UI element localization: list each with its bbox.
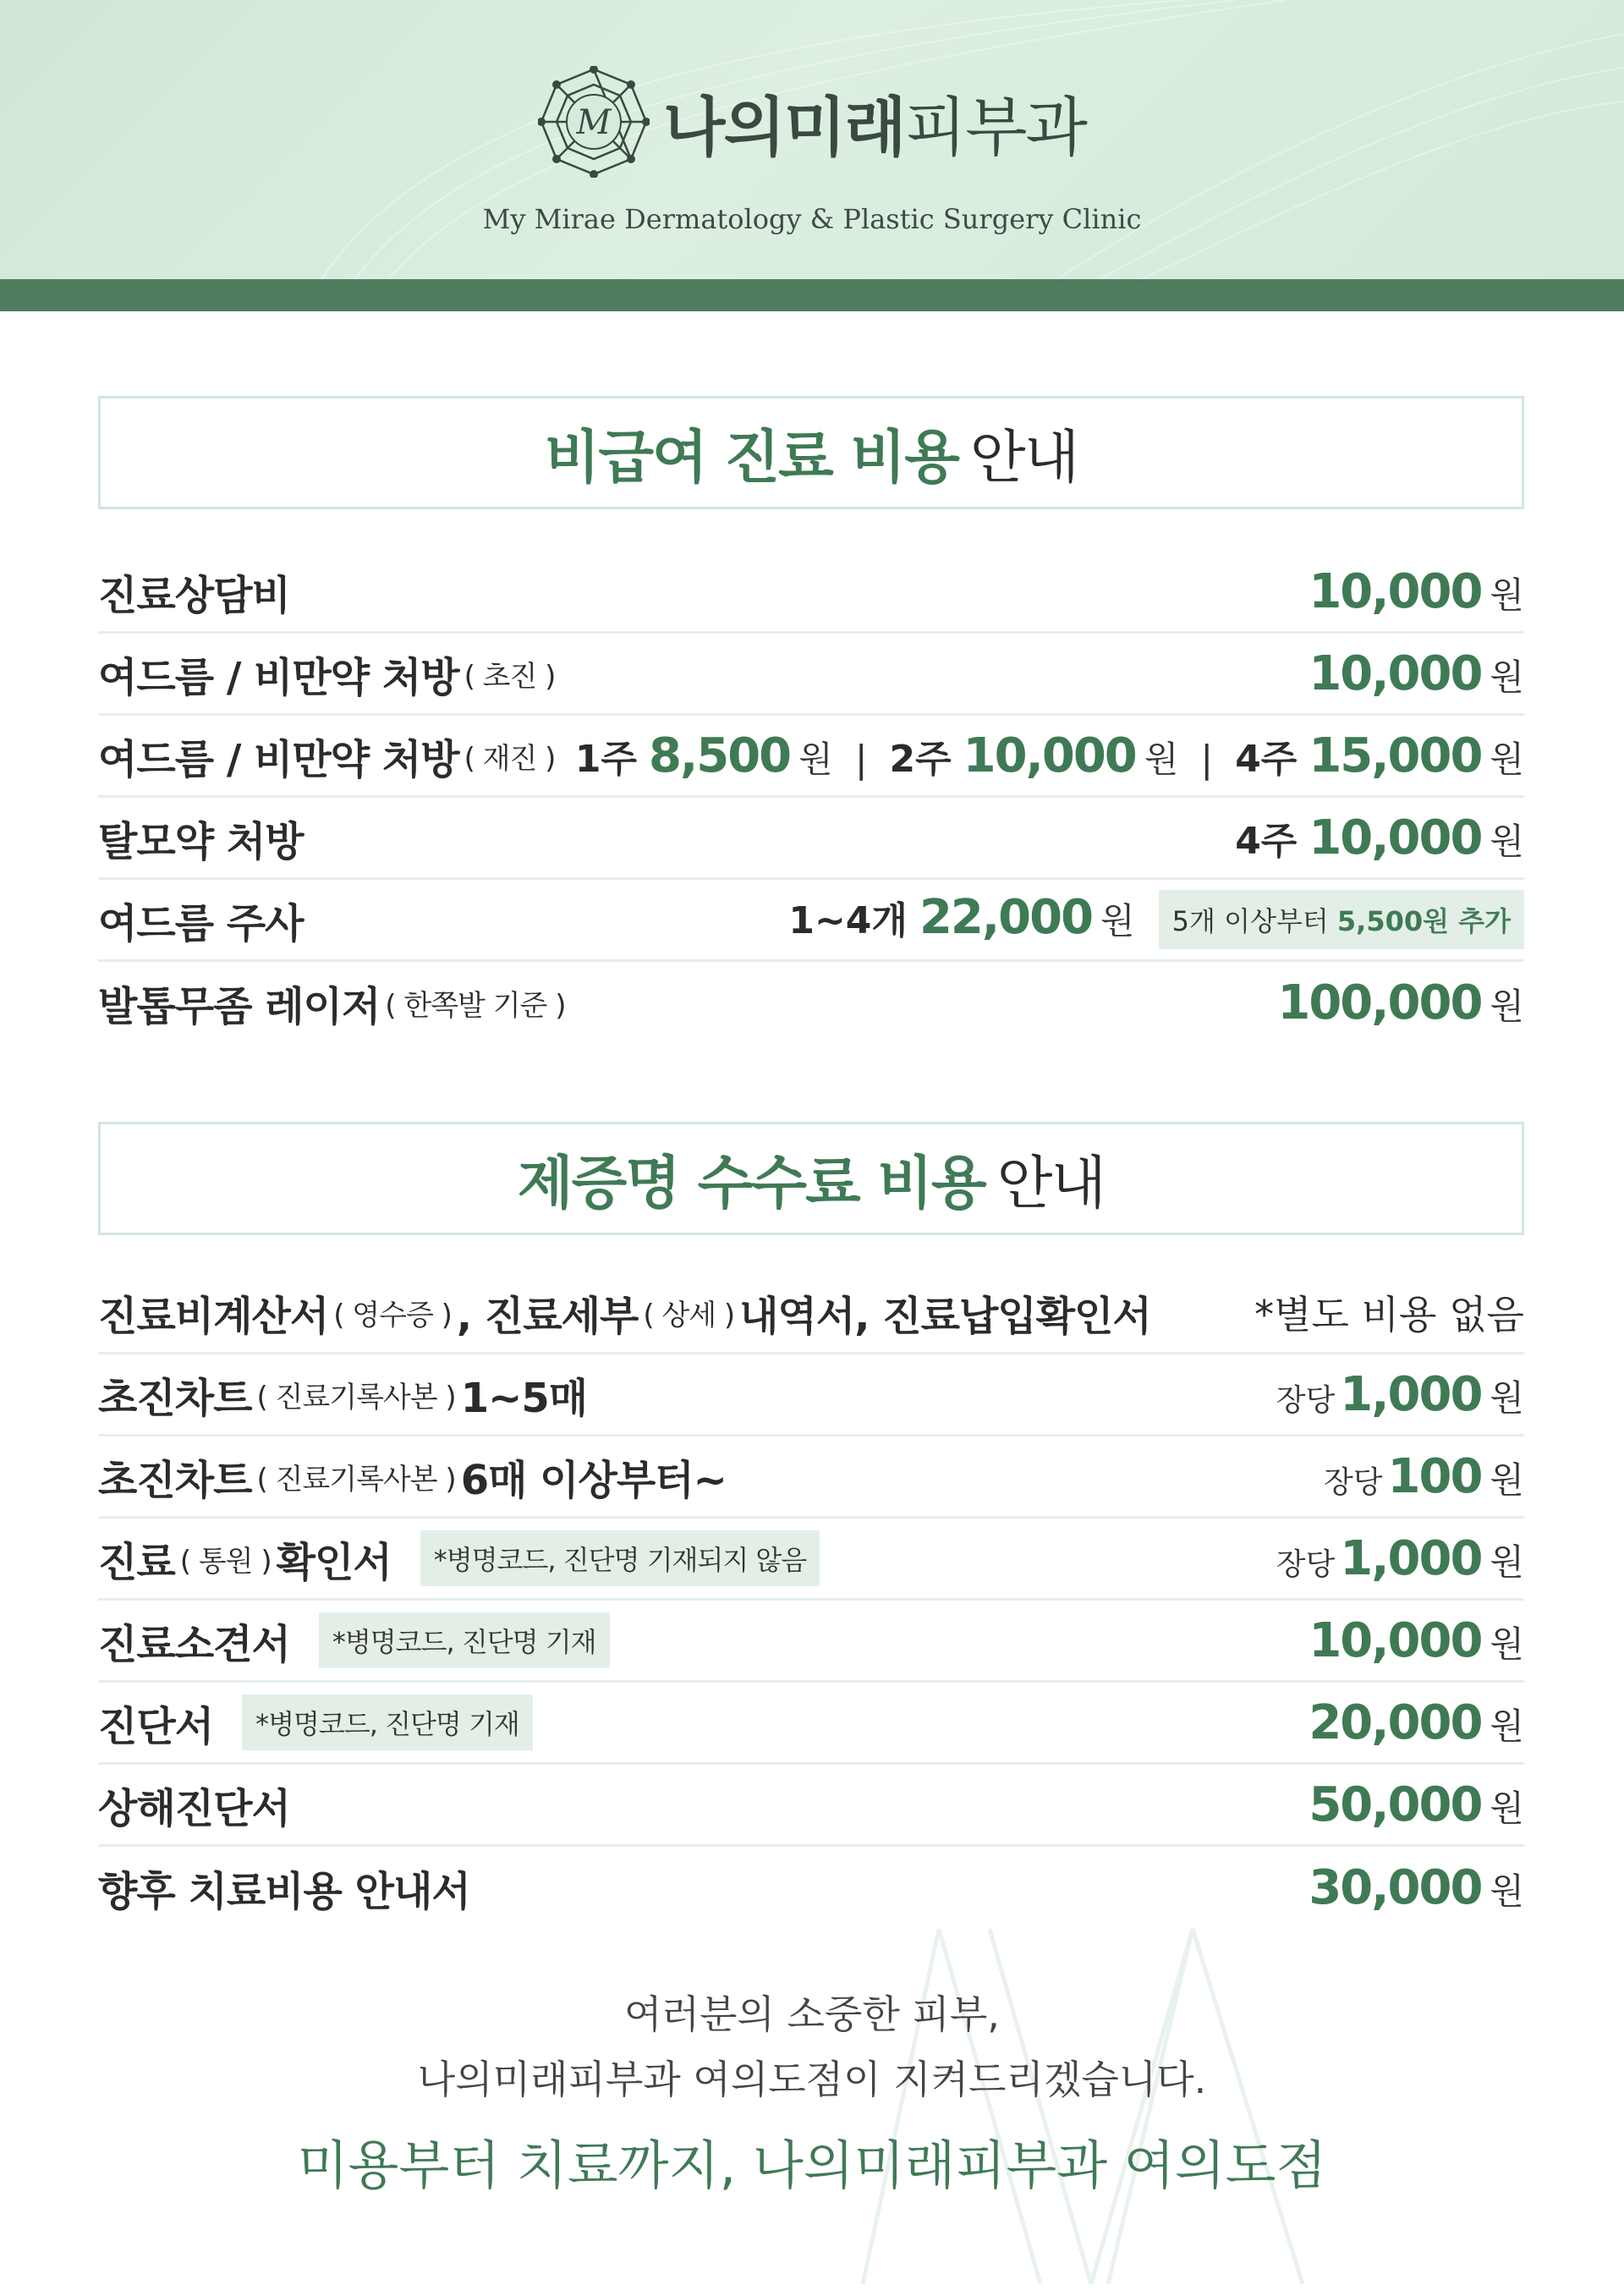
polygon-monogram-icon xyxy=(538,66,650,178)
price-value: 1,000 xyxy=(1340,1366,1482,1422)
row-label xyxy=(98,1694,533,1752)
price-value: 10,000 xyxy=(1309,810,1482,865)
option-period: 2주 xyxy=(889,737,952,781)
row-label-b: , 진료세부 xyxy=(456,1292,639,1340)
row-label: 향후 치료비용 안내서 xyxy=(98,1868,470,1915)
price-unit: 원 xyxy=(1490,1376,1524,1419)
row-label-a: 초진차트 xyxy=(98,1374,252,1422)
section1-title-rest: 안내 xyxy=(969,424,1078,492)
option-unit: 원 xyxy=(1144,738,1179,780)
price-value: 50,000 xyxy=(1309,1777,1482,1832)
footer-slogan: 미용부터 치료까지, 나의미래피부과 여의도점 xyxy=(297,2134,1327,2196)
row-label-sub: ( 통원 ) xyxy=(179,1544,272,1579)
brand-logo xyxy=(0,66,1624,178)
price-per: 장당 xyxy=(1276,1546,1336,1582)
price-value: 20,000 xyxy=(1309,1695,1482,1750)
section2-title xyxy=(98,1122,1524,1235)
row-label-b: 1~5매 xyxy=(460,1374,588,1422)
section2-title-green: 제증명 수수료 비용 xyxy=(517,1150,985,1217)
row-price xyxy=(1309,1777,1524,1832)
row-note: *병명코드, 진단명 기재 xyxy=(242,1695,533,1750)
price-unit: 원 xyxy=(1490,820,1524,862)
row-price xyxy=(1324,1449,1524,1504)
row-label-main: 여드름 / 비만약 처방 xyxy=(98,735,459,783)
price-period: 4주 xyxy=(1235,819,1298,863)
svg-text:M: M xyxy=(576,103,612,142)
row-price-options xyxy=(575,728,1524,783)
row-label xyxy=(98,727,560,785)
row-label: 진료상담비 xyxy=(98,571,290,619)
row-label: 탈모약 처방 xyxy=(98,817,304,865)
row-price xyxy=(1309,1613,1524,1668)
price-row-acne-revisit xyxy=(98,716,1524,798)
price-row-consultation xyxy=(98,552,1524,634)
row-label: 여드름 주사 xyxy=(98,899,304,948)
price-unit: 원 xyxy=(1490,1870,1524,1912)
price-row-acne-injection xyxy=(98,880,1524,962)
option-unit: 원 xyxy=(798,738,833,780)
fee-row-receipt xyxy=(98,1272,1524,1354)
extra-charge-tag xyxy=(1159,890,1524,949)
fee-row-diagnosis xyxy=(98,1683,1524,1765)
price-value: 10,000 xyxy=(1309,563,1482,619)
option-separator: | xyxy=(1200,737,1214,781)
price-row-hair-loss xyxy=(98,798,1524,880)
price-unit: 원 xyxy=(1490,986,1524,1027)
row-label-main: 발톱무좀 레이저 xyxy=(98,983,381,1030)
row-label xyxy=(98,1365,587,1424)
price-value: 10,000 xyxy=(1309,1612,1482,1668)
fee-row-visit-confirmation xyxy=(98,1519,1524,1601)
header-divider-bar xyxy=(0,279,1624,311)
row-label-b: 확인서 xyxy=(276,1538,392,1586)
option-price: 15,000 xyxy=(1309,728,1482,783)
row-price xyxy=(1277,975,1524,1030)
price-value: 10,000 xyxy=(1309,645,1482,701)
price-unit: 원 xyxy=(1490,656,1524,698)
price-per: 장당 xyxy=(1323,1464,1383,1500)
row-label xyxy=(98,1283,1151,1342)
row-price xyxy=(1276,1531,1524,1586)
option-period: 1주 xyxy=(574,737,637,781)
brand-name-bold: 나의미래 xyxy=(663,89,905,165)
row-note: *병명코드, 진단명 기재되지 않음 xyxy=(420,1530,820,1586)
brand-name xyxy=(663,76,1086,168)
price-unit: 원 xyxy=(1490,1458,1524,1501)
fee-row-chart-copy-6plus xyxy=(98,1436,1524,1519)
row-label-a: 진단서 xyxy=(98,1702,214,1750)
row-label-b: 6매 이상부터~ xyxy=(460,1456,727,1504)
option-unit: 원 xyxy=(1490,738,1524,780)
price-value: 1,000 xyxy=(1340,1530,1482,1586)
price-row-nail-laser xyxy=(98,962,1524,1044)
row-label xyxy=(98,1447,727,1506)
row-label-a: 진료비계산서 xyxy=(98,1292,329,1340)
row-label-sub: ( 진료기록사본 ) xyxy=(256,1462,456,1497)
row-label-a: 진료소견서 xyxy=(98,1620,290,1668)
option-period: 4주 xyxy=(1235,737,1298,781)
tag-value: 5,500원 추가 xyxy=(1336,905,1511,937)
row-label-a: 초진차트 xyxy=(98,1456,252,1504)
fee-row-medical-opinion xyxy=(98,1601,1524,1683)
price-unit: 원 xyxy=(1490,1623,1524,1665)
price-unit: 원 xyxy=(1490,1705,1524,1747)
price-value: 100 xyxy=(1387,1448,1482,1504)
footer-line-2: 나의미래피부과 여의도점이 지켜드리겠습니다. xyxy=(417,2057,1207,2102)
brand-name-rest: 피부과 xyxy=(904,89,1086,165)
row-label-sub: ( 재진 ) xyxy=(464,741,556,776)
row-label xyxy=(98,1530,820,1588)
price-value: 100,000 xyxy=(1277,975,1482,1030)
row-price xyxy=(1309,1860,1524,1915)
row-price xyxy=(1309,1695,1524,1750)
row-label-sub: ( 진료기록사본 ) xyxy=(256,1380,456,1414)
fee-row-injury-diagnosis xyxy=(98,1765,1524,1847)
row-label-sub: ( 영수증 ) xyxy=(333,1298,452,1332)
row-label xyxy=(98,645,560,703)
option-price: 10,000 xyxy=(963,728,1136,783)
row-price xyxy=(1276,1367,1524,1422)
row-label: 상해진단서 xyxy=(98,1784,290,1832)
price-range: 1~4개 xyxy=(788,899,908,942)
row-label xyxy=(98,974,570,1032)
row-label-a: 진료 xyxy=(98,1538,175,1586)
section1-title xyxy=(98,396,1524,509)
row-price xyxy=(1309,564,1524,619)
price-unit: 원 xyxy=(1490,574,1524,616)
row-price xyxy=(788,890,1524,949)
row-note: *병명코드, 진단명 기재 xyxy=(319,1612,610,1668)
row-price xyxy=(1309,646,1524,701)
row-label-sub: ( 상세 ) xyxy=(643,1298,735,1332)
brand-subtitle: My Mirae Dermatology & Plastic Surgery Clinic xyxy=(482,203,1142,235)
option-price: 8,500 xyxy=(649,728,791,783)
price-unit: 원 xyxy=(1490,1787,1524,1829)
section2-title-rest: 안내 xyxy=(996,1150,1106,1217)
row-label-c: 내역서, 진료납입확인서 xyxy=(739,1292,1151,1340)
fee-row-chart-copy-1-5 xyxy=(98,1354,1524,1436)
price-unit: 원 xyxy=(1490,1541,1524,1583)
no-charge-text: *별도 비용 없음 xyxy=(1254,1292,1524,1338)
price-value: 30,000 xyxy=(1309,1860,1482,1915)
row-label-sub: ( 초진 ) xyxy=(464,659,556,694)
tag-text: 5개 이상부터 xyxy=(1171,905,1329,937)
row-label-sub: ( 한쪽발 기준 ) xyxy=(385,989,566,1023)
row-price xyxy=(1235,810,1524,865)
section1-title-green: 비급여 진료 비용 xyxy=(544,424,958,492)
row-label xyxy=(98,1612,610,1670)
option-separator: | xyxy=(854,737,868,781)
price-value: 22,000 xyxy=(919,890,1093,945)
price-unit: 원 xyxy=(1100,900,1135,942)
row-label-main: 여드름 / 비만약 처방 xyxy=(98,653,459,701)
price-per: 장당 xyxy=(1276,1382,1336,1418)
footer-line-1: 여러분의 소중한 피부, xyxy=(624,1991,1000,2037)
price-row-acne-first xyxy=(98,634,1524,716)
